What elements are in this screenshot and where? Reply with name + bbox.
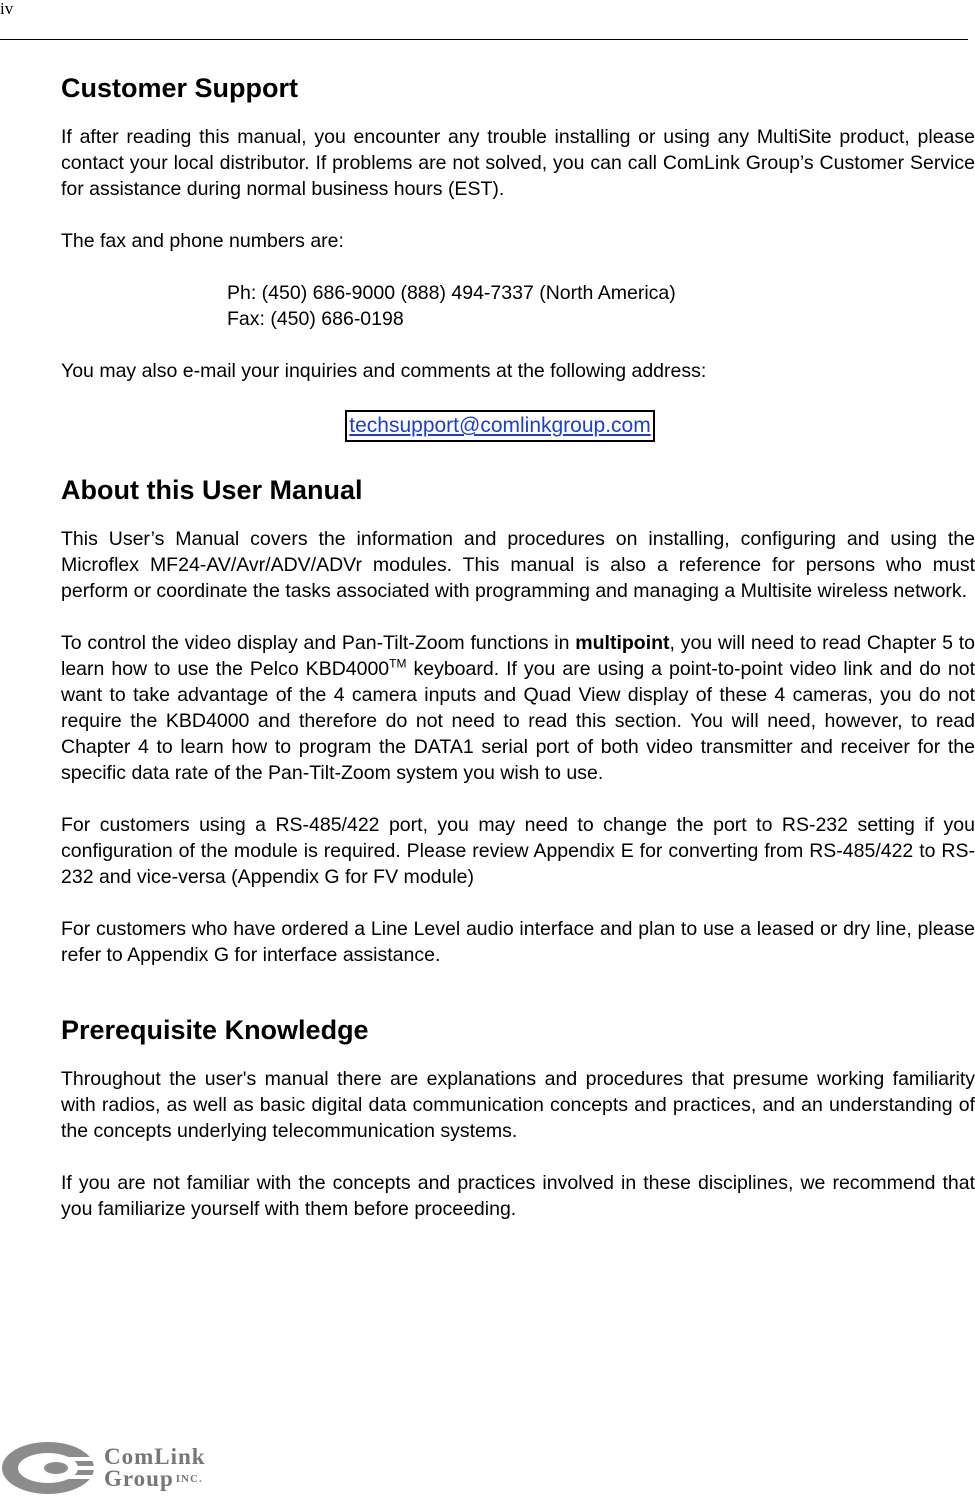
about-p2-text-c: keyboard. If you are using a point-to-point video link and do not want to take advantage of the 4 camera inputs and Quad View display of these 4 cameras, you do not require the KBD4000 and therefore do not need to read this section. You will need, however, to read Chapter 4 to learn how to program the DATA1 serial port of both video transmitter and receiver for the specific data rate of the Pan-Tilt-Zoom system you wish to use. [61,658,975,784]
prerequisite-paragraph-1: Throughout the user's manual there are explanations and procedures that presume working familiarity with radios, as well as basic digital data communication concepts and practices, and an understanding of the concepts underlying telecommunication systems. [61,1068,975,1142]
fax-line: Fax: (450) 686-0198 [227,308,404,330]
contact-intro: The fax and phone numbers are: [61,230,344,252]
phone-line: Ph: (450) 686-9000 (888) 494-7337 (North America) [227,282,676,304]
heading-customer-support: Customer Support [61,73,299,103]
about-paragraph-1: This User’s Manual covers the information and procedures on installing, configuring and using the Microflex MF24-AV/Avr/ADV/ADVr modules. This manual is also a reference for persons who must perform or coordinate the tasks associated with programming and managing a Multisite wireless network. [61,528,975,602]
about-paragraph-2 [61,630,975,786]
heading-about-manual: About this User Manual [61,475,363,505]
contact-numbers [61,280,975,332]
about-paragraph-3: For customers using a RS-485/422 port, you may need to change the port to RS-232 setting if you configuration of the module is required. Please review Appendix E for converting from RS-485/422 to RS-232 and vice-versa (Appendix G for FV module) [61,814,975,888]
logo-group-text: Group [104,1466,174,1491]
support-email-link[interactable]: techsupport@comlinkgroup.com [345,410,654,442]
multipoint-term: multipoint [575,632,670,654]
logo-line-1: ComLink [104,1444,206,1469]
email-intro: You may also e-mail your inquiries and comments at the following address: [61,360,707,382]
header-rule [0,39,968,40]
customer-support-paragraph: If after reading this manual, you encounter any trouble installing or using any MultiSite product, please contact your local distributor. If problems are not solved, you can call ComLink Group’s Customer Service for assistance during normal business hours (EST). [61,126,975,200]
logo-wordmark [104,1446,206,1490]
about-p2-text-a: To control the video display and Pan-Tilt-Zoom functions in [61,632,576,654]
trademark-mark: TM [389,656,407,671]
logo-line-2 [104,1468,206,1490]
page-number: iv [0,0,14,18]
logo-inc-text: INC. [175,1473,203,1485]
page-content [61,66,975,1222]
prerequisite-paragraph-2: If you are not familiar with the concepts and practices involved in these disciplines, we recommend that you familiarize yourself with them before proceeding. [61,1172,975,1220]
email-container [61,410,975,442]
about-p2-text-b: , you will need to read Chapter 5 to learn how to use the Pelco KBD4000 [61,632,975,680]
heading-prerequisite: Prerequisite Knowledge [61,1015,369,1045]
about-paragraph-4: For customers who have ordered a Line Level audio interface and plan to use a leased or dry line, please refer to Appendix G for interface assistance. [61,918,975,966]
